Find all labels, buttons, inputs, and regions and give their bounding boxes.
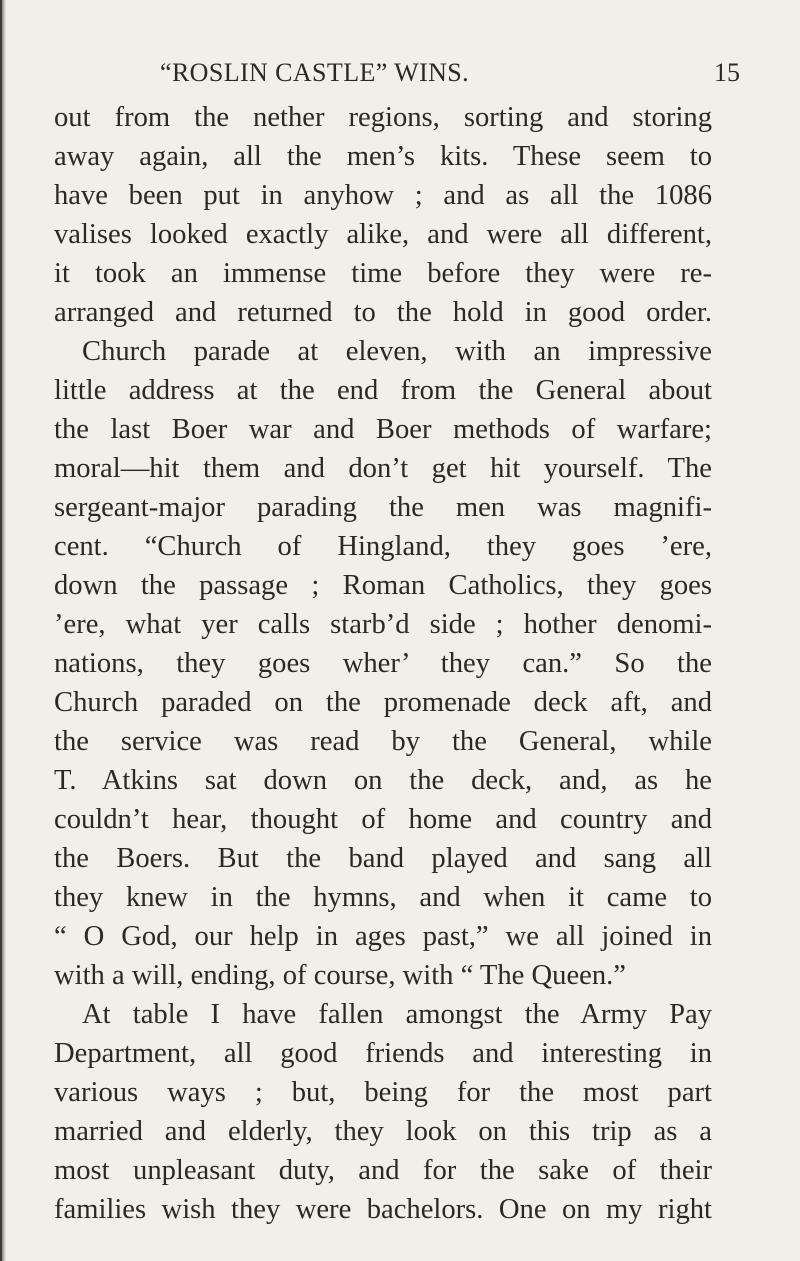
text-line: nations, they goes wher’ they can.” So the [54, 648, 712, 679]
text-line: the last Boer war and Boer methods of warfare; [54, 414, 712, 445]
text-line: they knew in the hymns, and when it came to [54, 882, 712, 913]
text-line: down the passage ; Roman Catholics, they goes [54, 570, 712, 601]
body-text [54, 98, 712, 1229]
text-line: various ways ; but, being for the most part [54, 1077, 712, 1108]
text-line: the service was read by the General, while [54, 726, 712, 757]
page-number: 15 [714, 58, 740, 87]
text-line: moral—hit them and don’t get hit yourself. The [54, 453, 712, 484]
text-line: married and elderly, they look on this trip as a [54, 1116, 712, 1147]
text-line: with a will, ending, of course, with “ The Queen.” [54, 960, 626, 991]
text-line: arranged and returned to the hold in good order. [54, 297, 712, 328]
text-line: families wish they were bachelors. One on my right [54, 1194, 712, 1225]
text-line: At table I have fallen amongst the Army Pay [82, 999, 712, 1030]
text-line: sergeant-major parading the men was magnifi- [54, 492, 712, 523]
text-line: have been put in anyhow ; and as all the 1086 [54, 180, 712, 211]
text-line: out from the nether regions, sorting and storing [54, 102, 712, 133]
text-line: Department, all good friends and interesting in [54, 1038, 712, 1069]
running-head-title: “ROSLIN CASTLE” WINS. [160, 58, 470, 87]
page-binding-shadow [0, 0, 2, 1261]
text-line: little address at the end from the General about [54, 375, 712, 406]
text-line: valises looked exactly alike, and were all different, [54, 219, 712, 250]
text-line: Church parade at eleven, with an impressive [82, 336, 712, 367]
text-line: “ O God, our help in ages past,” we all joined in [54, 921, 712, 952]
text-line: the Boers. But the band played and sang all [54, 843, 712, 874]
text-line: most unpleasant duty, and for the sake of their [54, 1155, 712, 1186]
text-line: couldn’t hear, thought of home and country and [54, 804, 712, 835]
text-line: ’ere, what yer calls starb’d side ; hother denomi- [54, 609, 712, 640]
text-line: away again, all the men’s kits. These seem to [54, 141, 712, 172]
text-line: it took an immense time before they were re- [54, 258, 712, 289]
text-line: cent. “Church of Hingland, they goes ’ere, [54, 531, 712, 562]
text-line: Church paraded on the promenade deck aft, and [54, 687, 712, 718]
text-line: T. Atkins sat down on the deck, and, as he [54, 765, 712, 796]
